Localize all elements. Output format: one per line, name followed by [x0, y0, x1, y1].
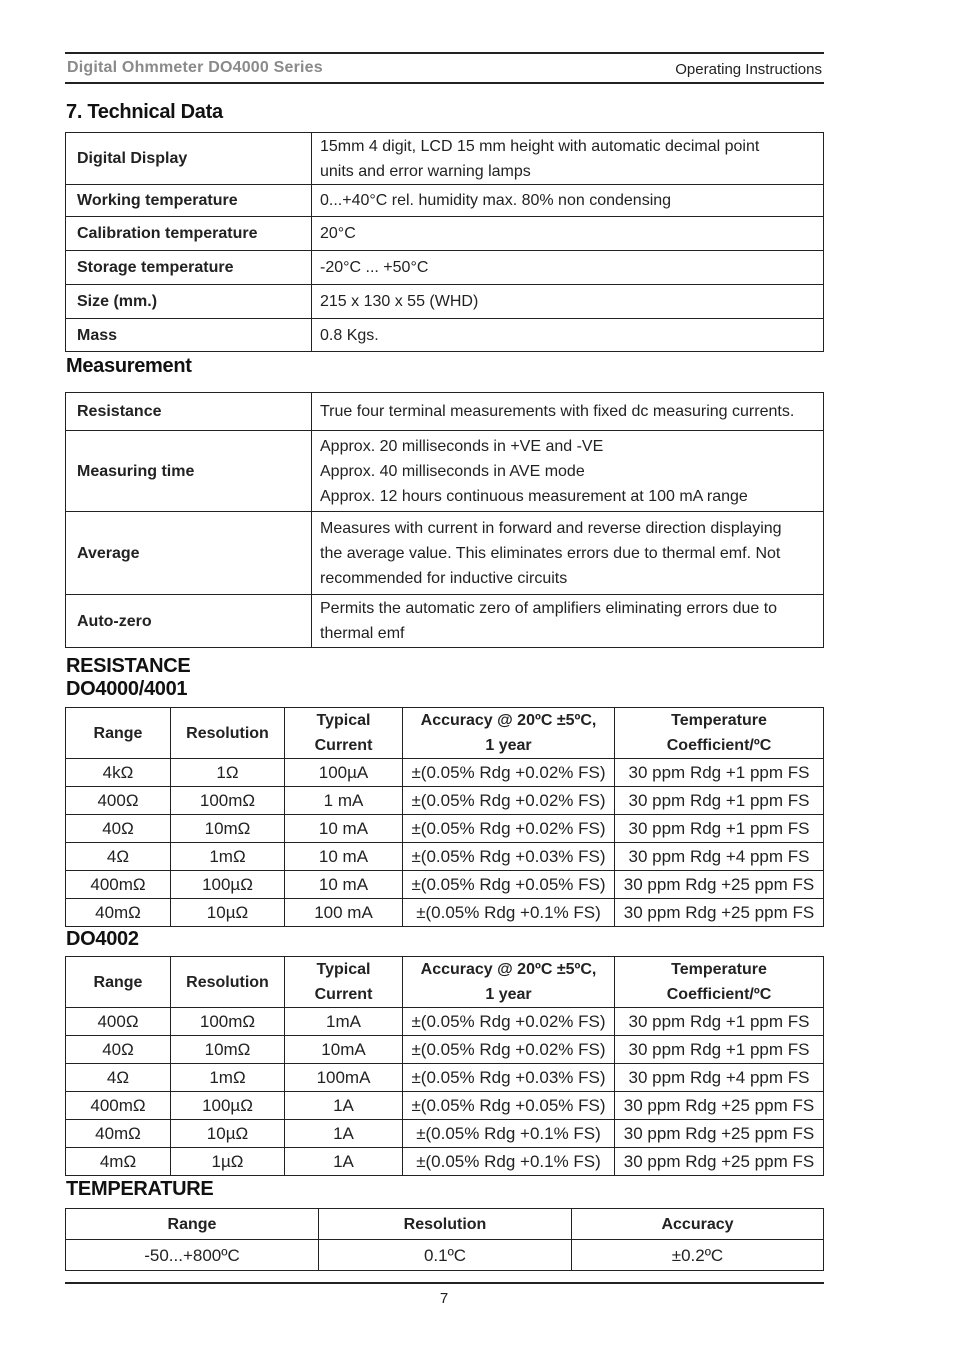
spec-value — [312, 431, 824, 512]
column-header-line: Resolution — [186, 973, 269, 991]
column-header-line: Coefficient/ºC — [666, 737, 772, 754]
table-cell: ±(0.05% Rdg +0.02% FS) — [403, 1008, 615, 1036]
resistance-do4002-table — [65, 956, 824, 1176]
table-cell: 10µΩ — [171, 899, 285, 927]
spec-row — [66, 185, 824, 217]
table-cell: 1µΩ — [171, 1148, 285, 1176]
column-header-line: Range — [93, 973, 143, 991]
table-cell: 4kΩ — [66, 759, 171, 787]
spec-row — [66, 431, 824, 512]
spec-label: Auto-zero — [66, 595, 312, 648]
section-heading-temperature: TEMPERATURE — [66, 1178, 214, 1200]
footer-rule — [65, 1282, 824, 1284]
table-cell: 1A — [285, 1092, 403, 1120]
table-cell: 400mΩ — [66, 1092, 171, 1120]
spec-value-line: Approx. 40 milliseconds in AVE mode — [320, 462, 585, 480]
column-header-line: Typical — [316, 712, 371, 729]
table-row — [66, 787, 824, 815]
column-header-line: Temperature — [671, 961, 767, 978]
temperature-table — [65, 1208, 824, 1271]
table-cell: 40Ω — [66, 815, 171, 843]
table-cell: 100 mA — [285, 899, 403, 927]
column-header-line: 1 year — [485, 737, 532, 754]
table-cell: 30 ppm Rdg +4 ppm FS — [615, 1064, 824, 1092]
section-heading-measurement: Measurement — [66, 355, 192, 377]
spec-value — [312, 185, 824, 217]
table-cell: 100µΩ — [171, 1092, 285, 1120]
table-row — [66, 1092, 824, 1120]
spec-value-line: Approx. 12 hours continuous measurement at 100 mA range — [320, 487, 748, 505]
column-header-line: Typical — [316, 961, 371, 978]
spec-row — [66, 217, 824, 251]
table-cell: ±(0.05% Rdg +0.1% FS) — [403, 1148, 615, 1176]
spec-label: Measuring time — [66, 431, 312, 512]
spec-value-line: 0...+40°C rel. humidity max. 80% non condensing — [320, 192, 672, 209]
table-cell: ±(0.05% Rdg +0.05% FS) — [403, 871, 615, 899]
spec-value-line: units and error warning lamps — [320, 162, 531, 180]
table-row — [66, 1120, 824, 1148]
column-header-line: Current — [314, 737, 373, 754]
column-header-line: Range — [93, 724, 143, 742]
table-cell: ±(0.05% Rdg +0.1% FS) — [403, 1120, 615, 1148]
table-cell: 100µA — [285, 759, 403, 787]
column-header-line: Accuracy @ 20ºC ±5ºC, — [420, 712, 597, 729]
table-cell: 400mΩ — [66, 871, 171, 899]
spec-value-line: recommended for inductive circuits — [320, 569, 568, 587]
table-cell: 10 mA — [285, 843, 403, 871]
table-cell: ±(0.05% Rdg +0.02% FS) — [403, 1036, 615, 1064]
table-cell: 100µΩ — [171, 871, 285, 899]
table-cell: 30 ppm Rdg +25 ppm FS — [615, 1092, 824, 1120]
spec-label: Mass — [66, 319, 312, 352]
table-cell: ±(0.05% Rdg +0.03% FS) — [403, 1064, 615, 1092]
table-cell: ±(0.05% Rdg +0.05% FS) — [403, 1092, 615, 1120]
measurement-table — [65, 392, 824, 648]
table-cell: ±(0.05% Rdg +0.02% FS) — [403, 759, 615, 787]
header-row — [66, 1209, 824, 1240]
column-header — [615, 957, 824, 1008]
column-header-line: Current — [314, 986, 373, 1003]
table-cell: 30 ppm Rdg +25 ppm FS — [615, 1120, 824, 1148]
section-subheading-do4000: DO4000/4001 — [66, 678, 188, 700]
table-cell: ±(0.05% Rdg +0.03% FS) — [403, 843, 615, 871]
table-cell: 1A — [285, 1120, 403, 1148]
table-cell: ±(0.05% Rdg +0.02% FS) — [403, 787, 615, 815]
resistance-do4000-table — [65, 707, 824, 927]
column-header — [66, 708, 171, 759]
table-cell: 30 ppm Rdg +1 ppm FS — [615, 787, 824, 815]
table-cell: 30 ppm Rdg +1 ppm FS — [615, 759, 824, 787]
table-row — [66, 1008, 824, 1036]
page-header — [65, 52, 824, 84]
column-header — [285, 708, 403, 759]
spec-label: Storage temperature — [66, 251, 312, 285]
table-cell: 1 mA — [285, 787, 403, 815]
table-cell: 30 ppm Rdg +1 ppm FS — [615, 1008, 824, 1036]
table-cell: 10 mA — [285, 815, 403, 843]
spec-row — [66, 251, 824, 285]
table-cell: -50...+800ºC — [66, 1240, 319, 1271]
spec-label: Size (mm.) — [66, 285, 312, 319]
table-cell: 10 mA — [285, 871, 403, 899]
spec-value-line: 215 x 130 x 55 (WHD) — [320, 293, 479, 310]
spec-value — [312, 285, 824, 319]
table-cell: 1mA — [285, 1008, 403, 1036]
table-row — [66, 1036, 824, 1064]
table-cell: 100mΩ — [171, 787, 285, 815]
spec-row — [66, 133, 824, 185]
spec-row — [66, 595, 824, 648]
table-cell: 1mΩ — [171, 843, 285, 871]
table-cell: 4mΩ — [66, 1148, 171, 1176]
column-header — [403, 957, 615, 1008]
table-cell: 4Ω — [66, 1064, 171, 1092]
table-cell: 4Ω — [66, 843, 171, 871]
section-heading-technical: 7. Technical Data — [66, 101, 223, 123]
table-row — [66, 815, 824, 843]
table-cell: 40mΩ — [66, 899, 171, 927]
table-cell: 1A — [285, 1148, 403, 1176]
table-row — [66, 871, 824, 899]
column-header: Range — [66, 1209, 319, 1240]
spec-label: Digital Display — [66, 133, 312, 185]
spec-value-line: Approx. 20 milliseconds in +VE and -VE — [320, 437, 604, 455]
spec-value — [312, 251, 824, 285]
spec-row — [66, 512, 824, 595]
table-cell: 10mΩ — [171, 815, 285, 843]
spec-value — [312, 133, 824, 185]
spec-value-line: Permits the automatic zero of amplifiers eliminating errors due to — [320, 600, 778, 617]
column-header-line: 1 year — [485, 986, 532, 1003]
spec-row — [66, 285, 824, 319]
table-row — [66, 899, 824, 927]
spec-value — [312, 319, 824, 352]
table-cell: ±(0.05% Rdg +0.02% FS) — [403, 815, 615, 843]
table-cell: 40mΩ — [66, 1120, 171, 1148]
document-subtitle: Operating Instructions — [675, 61, 822, 78]
table-row — [66, 1240, 824, 1271]
table-cell: 30 ppm Rdg +1 ppm FS — [615, 1036, 824, 1064]
table-cell: 30 ppm Rdg +25 ppm FS — [615, 871, 824, 899]
page-number: 7 — [439, 1290, 449, 1307]
header-row — [66, 957, 824, 1008]
spec-value — [312, 217, 824, 251]
spec-value-line: thermal emf — [320, 625, 405, 642]
spec-label: Average — [66, 512, 312, 595]
table-cell: 0.1ºC — [319, 1240, 572, 1271]
spec-value-line: True four terminal measurements with fixed dc measuring currents. — [320, 403, 795, 420]
column-header — [66, 957, 171, 1008]
spec-value-line: the average value. This eliminates errors due to thermal emf. Not — [320, 544, 781, 562]
column-header — [615, 708, 824, 759]
spec-value-line: 20°C — [320, 225, 356, 242]
table-cell: 30 ppm Rdg +25 ppm FS — [615, 1148, 824, 1176]
spec-value-line: -20°C ... +50°C — [320, 259, 429, 276]
table-cell: 30 ppm Rdg +25 ppm FS — [615, 899, 824, 927]
spec-value — [312, 595, 824, 648]
column-header-line: Coefficient/ºC — [666, 986, 772, 1003]
spec-value — [312, 512, 824, 595]
table-cell: 400Ω — [66, 1008, 171, 1036]
spec-value-line: 0.8 Kgs. — [320, 326, 379, 344]
technical-data-table — [65, 132, 824, 352]
spec-value-line: 15mm 4 digit, LCD 15 mm height with automatic decimal point — [320, 137, 760, 155]
table-cell: 10mΩ — [171, 1036, 285, 1064]
column-header-line: Resolution — [186, 724, 269, 742]
table-cell: ±0.2ºC — [572, 1240, 824, 1271]
table-cell: 100mΩ — [171, 1008, 285, 1036]
table-cell: 1mΩ — [171, 1064, 285, 1092]
table-cell: 100mA — [285, 1064, 403, 1092]
table-cell: ±(0.05% Rdg +0.1% FS) — [403, 899, 615, 927]
spec-label: Working temperature — [66, 185, 312, 217]
spec-label: Resistance — [66, 393, 312, 431]
column-header — [171, 957, 285, 1008]
column-header-line: Accuracy @ 20ºC ±5ºC, — [420, 961, 597, 978]
table-row — [66, 1148, 824, 1176]
column-header — [171, 708, 285, 759]
column-header-line: Temperature — [671, 712, 767, 729]
table-cell: 30 ppm Rdg +4 ppm FS — [615, 843, 824, 871]
table-cell: 30 ppm Rdg +1 ppm FS — [615, 815, 824, 843]
section-heading-do4002: DO4002 — [66, 928, 139, 950]
table-cell: 10mA — [285, 1036, 403, 1064]
column-header — [403, 708, 615, 759]
table-row — [66, 843, 824, 871]
spec-value — [312, 393, 824, 431]
header-row — [66, 708, 824, 759]
spec-label: Calibration temperature — [66, 217, 312, 251]
column-header: Accuracy — [572, 1209, 824, 1240]
table-row — [66, 759, 824, 787]
table-cell: 40Ω — [66, 1036, 171, 1064]
table-cell: 1Ω — [171, 759, 285, 787]
spec-value-line: Measures with current in forward and reverse direction displaying — [320, 519, 782, 537]
spec-row — [66, 319, 824, 352]
table-cell: 400Ω — [66, 787, 171, 815]
table-cell: 10µΩ — [171, 1120, 285, 1148]
column-header — [285, 957, 403, 1008]
spec-row — [66, 393, 824, 431]
column-header: Resolution — [319, 1209, 572, 1240]
table-row — [66, 1064, 824, 1092]
document-title: Digital Ohmmeter DO4000 Series — [67, 59, 323, 76]
section-heading-resistance: RESISTANCE — [66, 655, 191, 677]
